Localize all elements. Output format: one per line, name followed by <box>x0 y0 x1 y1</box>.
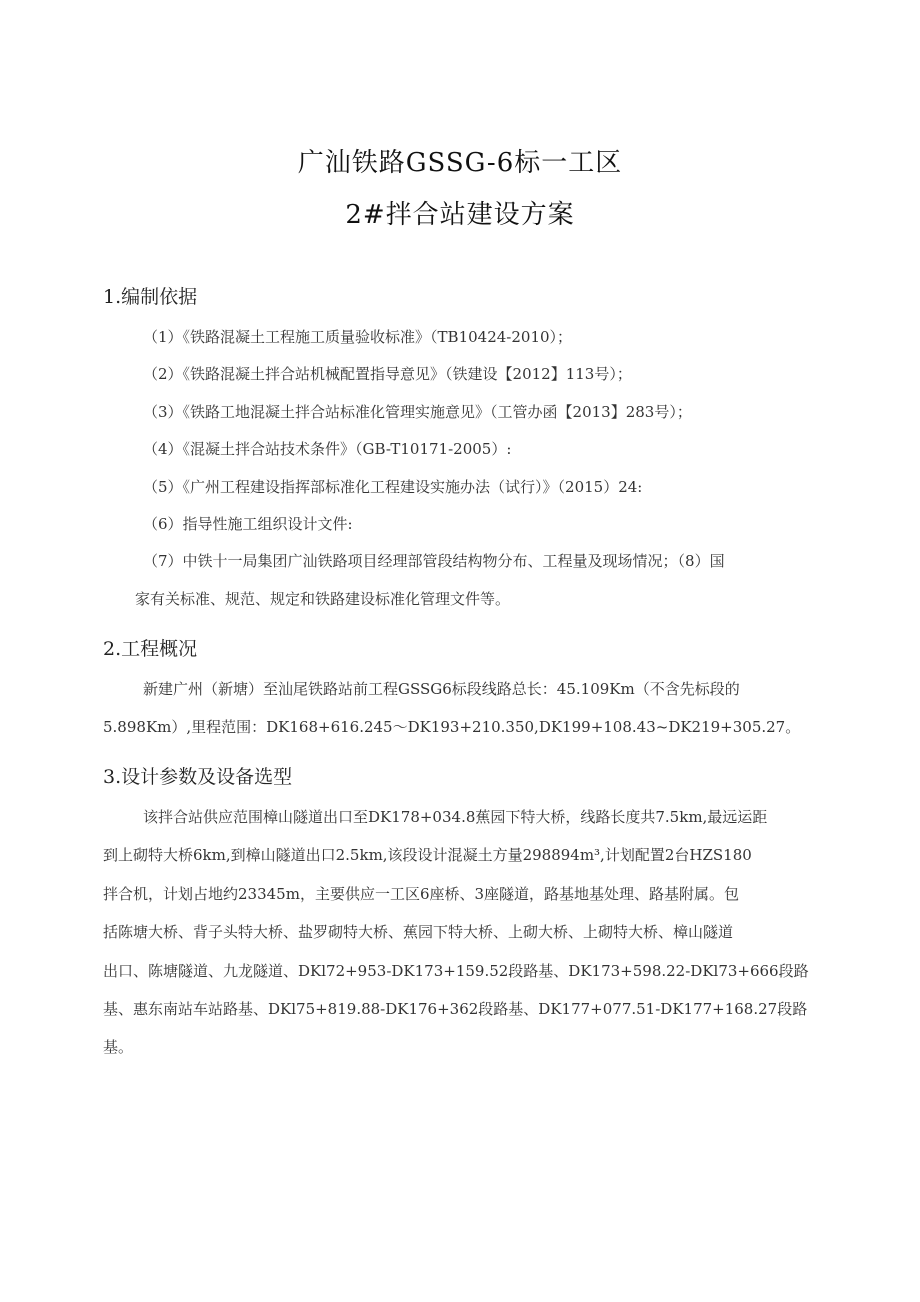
reference-item-4: （4）《混凝土拌合站技术条件》（GB-T10171-2005）: <box>143 440 512 458</box>
reference-item-1: （1）《铁路混凝土工程施工质量验收标准》（TB10424-2010）； <box>143 328 573 346</box>
overview-paragraph-line-2: 5.898Km）,里程范围：DK168+616.245～DK193+210.350,DK199+108.43~DK219+305.27。 <box>103 718 801 736</box>
document-title-line2: 2#拌合站建设方案 <box>345 200 575 230</box>
design-paragraph-line-6: 基、惠东南站车站路基、DKl75+819.88-DK176+362段路基、DK177+077.51-DK177+168.27段路 <box>103 1000 808 1018</box>
section-heading-2: 2.工程概况 <box>103 638 198 660</box>
reference-item-5: （5）《广州工程建设指挥部标准化工程建设实施办法（试行）》（2015）24: <box>143 478 643 496</box>
design-paragraph-line-1: 该拌合站供应范围樟山隧道出口至DK178+034.8蕉园下特大桥，线路长度共7.5km,最远运距 <box>143 808 768 826</box>
design-paragraph-line-5: 出口、陈塘隧道、九龙隧道、DKl72+953-DK173+159.52段路基、DK173+598.22-DKl73+666段路 <box>103 962 809 980</box>
section-heading-1: 1.编制依据 <box>103 286 198 308</box>
reference-item-7-cont: 家有关标准、规范、规定和铁路建设标准化管理文件等。 <box>135 590 511 608</box>
reference-item-7: （7）中铁十一局集团广汕铁路项目经理部管段结构物分布、工程量及现场情况；（8）国 <box>143 552 725 570</box>
design-paragraph-line-3: 拌合机，计划占地约23345m，主要供应一工区6座桥、3座隧道，路基地基处理、路基附属。包 <box>103 885 740 903</box>
design-paragraph-line-2: 到上砌特大桥6km,到樟山隧道出口2.5km,该段设计混凝土方量298894m³,计划配置2台HZS180 <box>103 846 752 864</box>
design-paragraph-line-7: 基。 <box>103 1038 134 1056</box>
reference-item-2: （2）《铁路混凝土拌合站机械配置指导意见》（铁建设【2012】113号）； <box>143 365 632 383</box>
document-title-line1: 广汕铁路GSSG-6标一工区 <box>297 148 623 178</box>
section-heading-3: 3.设计参数及设备选型 <box>103 766 293 788</box>
overview-paragraph-line-1: 新建广州（新塘）至汕尾铁路站前工程GSSG6标段线路总长：45.109Km（不含先标段的 <box>143 680 740 698</box>
reference-item-3: （3）《铁路工地混凝土拌合站标准化管理实施意见》（工管办函【2013】283号）； <box>143 403 692 421</box>
design-paragraph-line-4: 括陈塘大桥、背子头特大桥、盐罗砌特大桥、蕉园下特大桥、上砌大桥、上砌特大桥、樟山隧道 <box>103 923 734 941</box>
reference-item-6: （6）指导性施工组织设计文件: <box>143 515 353 533</box>
